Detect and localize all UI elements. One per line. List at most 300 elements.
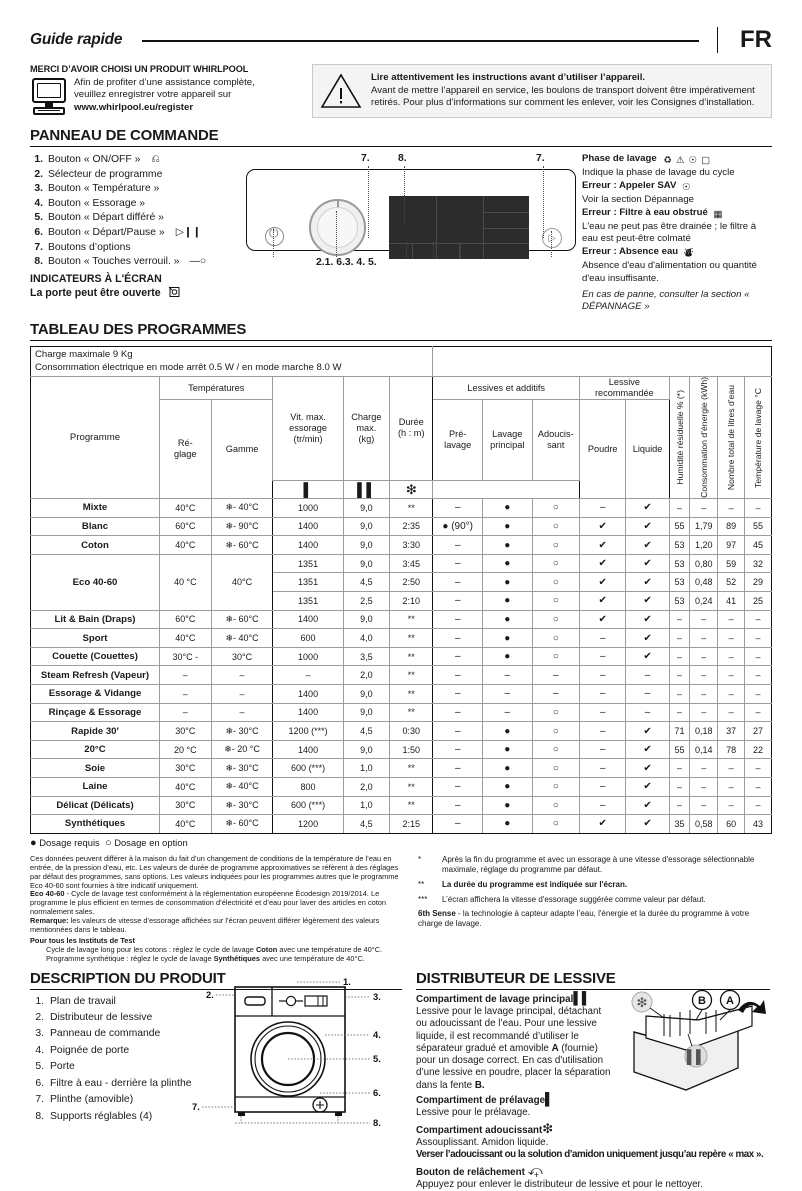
asterisk: *** bbox=[418, 894, 428, 904]
program-spin: 1400 bbox=[273, 610, 343, 629]
program-liquid: ✔ bbox=[626, 759, 669, 778]
program-powder: ✔ bbox=[579, 610, 625, 629]
program-load: 9,0 bbox=[343, 536, 389, 555]
prewash-compartment-title: Compartiment de prélavage bbox=[416, 1095, 546, 1107]
table-row bbox=[31, 629, 772, 648]
control-panel-illustration bbox=[246, 153, 576, 313]
table-row bbox=[31, 647, 772, 666]
asterisk: * bbox=[418, 854, 422, 864]
list-item: 8. Supports réglables (4) bbox=[35, 1110, 153, 1122]
program-wash-temp: 45 bbox=[745, 536, 772, 555]
panel-body bbox=[246, 169, 576, 251]
program-humidity: 55 bbox=[669, 740, 690, 759]
program-liquid: ✔ bbox=[626, 554, 669, 573]
program-liquid: ✔ bbox=[626, 815, 669, 834]
program-load: 1,0 bbox=[343, 759, 389, 778]
program-name: Rapide 30′ bbox=[31, 722, 160, 741]
program-duration: ** bbox=[390, 685, 433, 704]
program-softener: ○ bbox=[532, 517, 579, 536]
asterisk: ** bbox=[418, 879, 425, 889]
program-name: Eco 40-60 bbox=[31, 554, 160, 610]
program-liquid: ✔ bbox=[626, 592, 669, 611]
door-open-icon bbox=[168, 286, 181, 303]
program-energy: 0,80 bbox=[690, 554, 718, 573]
note-remark: Remarque: les valeurs de vitesse d’essorage affichées sur l’écran peuvent différer légèrement des valeurs mentionnées dans le tableau. bbox=[30, 916, 380, 935]
program-wash-temp: – bbox=[745, 629, 772, 648]
program-powder: – bbox=[579, 722, 625, 741]
program-name: Essorage & Vidange bbox=[31, 685, 160, 704]
program-humidity: – bbox=[669, 703, 690, 722]
program-mainwash: ● bbox=[482, 517, 532, 536]
key-lock-icon: —○ bbox=[189, 256, 207, 268]
control-panel-title: PANNEAU DE COMMANDE bbox=[30, 127, 219, 144]
program-humidity: – bbox=[669, 759, 690, 778]
program-energy: – bbox=[690, 685, 718, 704]
program-water: 41 bbox=[718, 592, 745, 611]
header-rule bbox=[142, 40, 699, 42]
drawer-label-a: A bbox=[726, 994, 734, 1007]
program-water: 97 bbox=[718, 536, 745, 555]
bottom-row bbox=[30, 968, 772, 1191]
program-mainwash: ● bbox=[482, 499, 532, 518]
program-name: Délicat (Délicats) bbox=[31, 796, 160, 815]
note-asterisk-1 bbox=[418, 855, 772, 875]
program-spin: 1351 bbox=[273, 554, 343, 573]
door-open-label: La porte peut être ouverte bbox=[30, 287, 161, 300]
table-row bbox=[31, 703, 772, 722]
program-load: 4,5 bbox=[343, 815, 389, 834]
note-text: - la technologie à capteur adapte l’eau, l'énergie et la durée du programme à votre charge de lavage. bbox=[418, 909, 750, 929]
legend-optional: Dosage en option bbox=[114, 836, 188, 848]
program-duration: ** bbox=[390, 778, 433, 797]
program-prewash: – bbox=[433, 666, 483, 685]
program-energy: – bbox=[690, 666, 718, 685]
program-humidity: – bbox=[669, 778, 690, 797]
table-row bbox=[31, 778, 772, 797]
item-number: 4. bbox=[34, 197, 43, 209]
indicator-item bbox=[582, 246, 770, 285]
program-prewash: – bbox=[433, 759, 483, 778]
table-row bbox=[31, 740, 772, 759]
two-bars-badge-icon: ▌▌ bbox=[686, 1048, 706, 1064]
program-energy: 1,20 bbox=[690, 536, 718, 555]
col-wash-temperature: Température de lavage °C bbox=[745, 377, 772, 499]
program-mainwash: – bbox=[482, 666, 532, 685]
program-softener: ○ bbox=[532, 499, 579, 518]
program-temp-range: ❄- 40°C bbox=[211, 778, 273, 797]
one-bar-icon: ▌ bbox=[545, 1092, 554, 1107]
program-humidity: – bbox=[669, 499, 690, 518]
list-item: 2. Distributeur de lessive bbox=[35, 1012, 153, 1024]
troubleshooting-note: En cas de panne, consulter la section « DÉPANNAGE » bbox=[582, 289, 750, 313]
program-powder: ✔ bbox=[579, 536, 625, 555]
program-duration: 1:50 bbox=[390, 740, 433, 759]
table-row bbox=[31, 815, 772, 834]
program-energy: 0,48 bbox=[690, 573, 718, 592]
program-mainwash: ● bbox=[482, 722, 532, 741]
table-row bbox=[31, 796, 772, 815]
program-wash-temp: – bbox=[745, 778, 772, 797]
program-temp-setting: 40°C bbox=[159, 815, 211, 834]
main-wash-symbol: ▌▌ bbox=[343, 480, 389, 499]
page-header bbox=[30, 26, 772, 54]
list-item: 4. Poignée de porte bbox=[35, 1044, 130, 1056]
program-energy: – bbox=[690, 499, 718, 518]
program-spin: 600 (***) bbox=[273, 759, 343, 778]
program-liquid: – bbox=[626, 685, 669, 704]
indicators-title: INDICATEURS À L'ÉCRAN bbox=[30, 272, 162, 285]
program-load: 1,0 bbox=[343, 796, 389, 815]
program-temp-setting: 30°C bbox=[159, 796, 211, 815]
list-item bbox=[30, 241, 240, 256]
program-humidity: 53 bbox=[669, 573, 690, 592]
program-energy: – bbox=[690, 647, 718, 666]
program-name: 20°C bbox=[31, 740, 160, 759]
program-duration: ** bbox=[390, 499, 433, 518]
product-desc-title: DESCRIPTION DU PRODUIT bbox=[30, 969, 226, 987]
table-row bbox=[31, 499, 772, 518]
program-softener: ○ bbox=[532, 759, 579, 778]
program-prewash: – bbox=[433, 592, 483, 611]
callout-7-left: 7. bbox=[361, 153, 370, 164]
program-liquid: ✔ bbox=[626, 499, 669, 518]
program-duration: ** bbox=[390, 796, 433, 815]
program-powder: ✔ bbox=[579, 592, 625, 611]
list-item: 1. Plan de travail bbox=[35, 995, 116, 1007]
table-row bbox=[31, 759, 772, 778]
program-powder: ✔ bbox=[579, 517, 625, 536]
main-compartment-title: Compartiment de lavage principal bbox=[416, 993, 574, 1005]
note-text: L’écran affichera la vitesse d'essorage suggérée comme valeur par défaut. bbox=[442, 894, 706, 904]
programs-rule bbox=[30, 340, 772, 341]
prewash-compartment-text: Lessive pour le prélavage. bbox=[416, 1107, 531, 1119]
no-water-icon: ⛇ bbox=[683, 247, 694, 259]
item-label: Bouton « Essorage » bbox=[48, 197, 146, 209]
program-temp-range: ❄- 60°C bbox=[211, 536, 273, 555]
program-prewash: – bbox=[433, 740, 483, 759]
play-pause-icon: ▷❙❙ bbox=[175, 226, 202, 238]
program-mainwash: ● bbox=[482, 610, 532, 629]
sixth-sense-label: 6th Sense bbox=[418, 909, 456, 919]
thanks-line-2: veuillez enregistrer votre appareil sur bbox=[74, 89, 232, 101]
program-softener: ○ bbox=[532, 647, 579, 666]
program-temp-range: 30°C bbox=[211, 647, 273, 666]
program-temp-range: – bbox=[211, 685, 273, 704]
callout-8: 8. bbox=[398, 153, 407, 164]
program-liquid: ✔ bbox=[626, 647, 669, 666]
notes-left bbox=[30, 855, 402, 964]
program-name: Coton bbox=[31, 536, 160, 555]
program-wash-temp: 25 bbox=[745, 592, 772, 611]
wash-phase-icons: ♻⚠☉▢ bbox=[663, 155, 715, 166]
program-water: 78 bbox=[718, 740, 745, 759]
program-humidity: 53 bbox=[669, 536, 690, 555]
program-prewash: – bbox=[433, 536, 483, 555]
machine-callout-4: 4. bbox=[373, 1028, 381, 1040]
callout-bottom: 2.1. 6.3. 4. 5. bbox=[316, 257, 377, 268]
item-label: Bouton « Départ/Pause » bbox=[48, 226, 165, 238]
program-spin: 1351 bbox=[273, 573, 343, 592]
program-prewash: – bbox=[433, 703, 483, 722]
table-row bbox=[31, 685, 772, 704]
machine-callout-3: 3. bbox=[373, 990, 381, 1002]
program-softener: ○ bbox=[532, 815, 579, 834]
dispenser-title: DISTRIBUTEUR DE LESSIVE bbox=[416, 969, 616, 987]
indicator-text: Absence d'eau d'alimentation ou quantité d'eau insuffisante. bbox=[582, 260, 757, 284]
language-code: FR bbox=[740, 26, 772, 53]
item-number: 7. bbox=[34, 241, 43, 253]
indicator-text: Indique la phase de lavage du cycle bbox=[582, 167, 735, 179]
callout-line bbox=[543, 166, 544, 238]
program-softener: ○ bbox=[532, 703, 579, 722]
program-temp-range: – bbox=[211, 703, 273, 722]
warning-text: Avant de mettre l’appareil en service, les boulons de transport doivent être impérativement retirés. Pour plus d’informations sur comment les enlever, voir les Consignes d’installation. bbox=[371, 84, 755, 109]
program-duration: 2:15 bbox=[390, 815, 433, 834]
program-softener: ○ bbox=[532, 573, 579, 592]
program-humidity: 35 bbox=[669, 815, 690, 834]
program-name: Blanc bbox=[31, 517, 160, 536]
item-label: Boutons d’options bbox=[48, 241, 131, 253]
program-wash-temp: – bbox=[745, 499, 772, 518]
list-item: 3. Panneau de commande bbox=[35, 1028, 161, 1040]
program-temp-range: ❄- 30°C bbox=[211, 722, 273, 741]
program-water: – bbox=[718, 647, 745, 666]
note-text: Après la fin du programme et avec un essorage à une vitesse d'essorage sélectionnable maximale, réglage du programme par défaut. bbox=[442, 854, 755, 874]
program-softener: ○ bbox=[532, 610, 579, 629]
program-load: 4,5 bbox=[343, 722, 389, 741]
thanks-line-1: Afin de profiter d’une assistance complète, bbox=[74, 77, 255, 88]
table-row bbox=[31, 610, 772, 629]
program-wash-temp: 22 bbox=[745, 740, 772, 759]
program-softener: ○ bbox=[532, 740, 579, 759]
program-powder: ✔ bbox=[579, 554, 625, 573]
program-temp-range: ❄- 40°C bbox=[211, 629, 273, 648]
note-institutes-1: Cycle de lavage long pour les cotons : réglez le cycle de lavage Coton avec une température de 40°C. bbox=[46, 944, 383, 954]
program-mainwash: ● bbox=[482, 647, 532, 666]
program-liquid: – bbox=[626, 703, 669, 722]
program-mainwash: ● bbox=[482, 778, 532, 797]
power-button[interactable] bbox=[265, 227, 284, 246]
program-wash-temp: – bbox=[745, 703, 772, 722]
header-tick bbox=[717, 27, 718, 53]
col-temperatures: Températures bbox=[159, 377, 273, 400]
program-name: Sport bbox=[31, 629, 160, 648]
col-energy: Consommation d’énergie (kWh) bbox=[690, 377, 718, 499]
program-wash-temp: – bbox=[745, 666, 772, 685]
indicator-title: Phase de lavage bbox=[582, 153, 657, 164]
program-water: – bbox=[718, 759, 745, 778]
program-temp-setting: 40°C bbox=[159, 629, 211, 648]
program-load: 9,0 bbox=[343, 554, 389, 573]
program-spin: 800 bbox=[273, 778, 343, 797]
program-humidity: 53 bbox=[669, 592, 690, 611]
program-spin: 1000 bbox=[273, 647, 343, 666]
control-panel-rule bbox=[30, 146, 772, 147]
program-prewash: – bbox=[433, 685, 483, 704]
machine-callout-6: 6. bbox=[373, 1086, 381, 1098]
max-load-info: Charge maximale 9 Kg bbox=[35, 349, 133, 361]
program-softener: ○ bbox=[532, 722, 579, 741]
release-button-text: Appuyez pour enlever le distributeur de lessive et pour le nettoyer. bbox=[416, 1178, 703, 1190]
program-softener: ○ bbox=[532, 536, 579, 555]
program-energy: 0,18 bbox=[690, 722, 718, 741]
program-temp-setting: 30°C - bbox=[159, 647, 211, 666]
program-humidity: 71 bbox=[669, 722, 690, 741]
program-temp-range: ❄- 40°C bbox=[211, 499, 273, 518]
program-water: – bbox=[718, 703, 745, 722]
program-selector-knob[interactable] bbox=[309, 199, 366, 256]
indicator-item bbox=[582, 180, 770, 207]
program-liquid: ✔ bbox=[626, 796, 669, 815]
program-spin: 1200 bbox=[273, 815, 343, 834]
program-water: 59 bbox=[718, 554, 745, 573]
col-gamme: Gamme bbox=[211, 400, 273, 499]
col-recommended-detergent: Lessive recommandée bbox=[579, 377, 669, 400]
display-indicator-legend bbox=[582, 153, 770, 313]
program-humidity: – bbox=[669, 666, 690, 685]
softener-max-warning: Verser l’adoucissant ou la solution d’amidon uniquement jusqu’au repère « max ». bbox=[416, 1149, 764, 1161]
program-liquid: ✔ bbox=[626, 517, 669, 536]
program-temp-setting: 40 °C bbox=[159, 554, 211, 610]
prewash-symbol: ▌ bbox=[273, 480, 343, 499]
filter-icon: ▦ bbox=[713, 208, 723, 220]
program-name: Laine bbox=[31, 778, 160, 797]
program-spin: 600 bbox=[273, 629, 343, 648]
program-humidity: – bbox=[669, 685, 690, 704]
program-prewash: – bbox=[433, 778, 483, 797]
program-energy: – bbox=[690, 796, 718, 815]
program-liquid: ✔ bbox=[626, 573, 669, 592]
item-number: 1. bbox=[34, 154, 43, 165]
program-wash-temp: 27 bbox=[745, 722, 772, 741]
flower-icon: ❇ bbox=[636, 994, 648, 1010]
callout-line bbox=[460, 242, 461, 257]
program-name: Synthétiques bbox=[31, 815, 160, 834]
program-temp-setting: 60°C bbox=[159, 517, 211, 536]
thanks-block bbox=[30, 64, 298, 118]
machine-callout-2: 2. bbox=[206, 988, 214, 1000]
machine-callout-7: 7. bbox=[192, 1100, 200, 1112]
program-powder: – bbox=[579, 647, 625, 666]
program-temp-setting: 40°C bbox=[159, 499, 211, 518]
program-duration: ** bbox=[390, 666, 433, 685]
program-mainwash: ● bbox=[482, 759, 532, 778]
program-temp-range: ❄- 60°C bbox=[211, 815, 273, 834]
thanks-title: MERCI D’AVOIR CHOISI UN PRODUIT WHIRLPOOL bbox=[30, 64, 249, 74]
program-powder: – bbox=[579, 703, 625, 722]
program-spin: 1400 bbox=[273, 685, 343, 704]
program-wash-temp: – bbox=[745, 759, 772, 778]
program-temp-range: ❄- 60°C bbox=[211, 610, 273, 629]
program-powder: ✔ bbox=[579, 573, 625, 592]
program-spin: 1351 bbox=[273, 592, 343, 611]
note-asterisk-2 bbox=[418, 880, 772, 890]
program-powder: – bbox=[579, 629, 625, 648]
program-prewash: – bbox=[433, 647, 483, 666]
program-temp-range: ❄- 20 °C bbox=[211, 740, 273, 759]
programs-table bbox=[30, 346, 772, 834]
program-powder: – bbox=[579, 499, 625, 518]
col-liquid: Liquide bbox=[626, 400, 669, 499]
col-programme: Programme bbox=[31, 377, 160, 499]
warning-bold: Lire attentivement les instructions avant d’utiliser l’appareil. bbox=[371, 72, 646, 83]
program-load: 9,0 bbox=[343, 740, 389, 759]
program-humidity: – bbox=[669, 629, 690, 648]
program-liquid: – bbox=[626, 666, 669, 685]
program-mainwash: ● bbox=[482, 592, 532, 611]
computer-register-icon bbox=[30, 77, 68, 117]
program-wash-temp: 55 bbox=[745, 517, 772, 536]
table-legend: ● Dosage requis ○ Dosage en option bbox=[30, 836, 188, 849]
note-eco: Eco 40-60 - Cycle de lavage test conformément à la réglementation européenne Écodesign 2019/2014. Le programme le plus efficient en termes de consommation d’électricité et d’eau pour laver des articles en coton normalement sales. bbox=[30, 889, 387, 917]
note-text: La durée du programme est indiquée sur l'écran. bbox=[442, 879, 628, 889]
program-temp-setting: 40°C bbox=[159, 778, 211, 797]
col-softener: Adoucis- sant bbox=[532, 400, 579, 480]
table-row bbox=[31, 536, 772, 555]
program-prewash: – bbox=[433, 554, 483, 573]
program-energy: – bbox=[690, 778, 718, 797]
table-row bbox=[31, 666, 772, 685]
program-load: 3,5 bbox=[343, 647, 389, 666]
program-softener: ○ bbox=[532, 629, 579, 648]
program-spin: 1400 bbox=[273, 517, 343, 536]
program-humidity: 53 bbox=[669, 554, 690, 573]
washing-machine-illustration bbox=[30, 975, 402, 1165]
program-energy: – bbox=[690, 759, 718, 778]
program-energy: – bbox=[690, 703, 718, 722]
col-detergents: Lessives et additifs bbox=[433, 377, 580, 400]
control-panel-row bbox=[30, 153, 772, 313]
program-prewash: – bbox=[433, 629, 483, 648]
program-powder: – bbox=[579, 796, 625, 815]
program-mainwash: ● bbox=[482, 815, 532, 834]
note-conditions: Ces données peuvent différer à la maison du fait d’un changement de conditions de la température de l’eau en entrée, de la pression d’eau, etc. Les valeurs de durée de programme approximatives se réfèrent à des réglages par défaut des programmes, sans options. Les valeurs indiquées pour les programmes autres que le programme Eco 40-60 sont fournies à titre indicatif uniquement. bbox=[30, 853, 399, 890]
machine-callout-1: 1. bbox=[343, 975, 351, 987]
program-mainwash: ● bbox=[482, 573, 532, 592]
col-spin-speed: Vit. max. essorage (tr/min) bbox=[273, 377, 343, 480]
program-powder: – bbox=[579, 740, 625, 759]
program-load: 2,0 bbox=[343, 778, 389, 797]
indicator-text: L'eau ne peut pas être drainée ; le filtre à eau est peut-être colmaté bbox=[582, 221, 757, 245]
program-spin: 1000 bbox=[273, 499, 343, 518]
program-humidity: – bbox=[669, 647, 690, 666]
col-powder: Poudre bbox=[579, 400, 625, 499]
service-icon: ☉ bbox=[682, 181, 691, 193]
list-item: 6. Filtre à eau - derrière la plinthe bbox=[35, 1077, 192, 1089]
program-prewash: – bbox=[433, 796, 483, 815]
program-duration: 3:30 bbox=[390, 536, 433, 555]
programs-title: TABLEAU DES PROGRAMMES bbox=[30, 321, 247, 339]
start-pause-button[interactable]: ▷ bbox=[542, 228, 562, 248]
program-spin: 1400 bbox=[273, 536, 343, 555]
program-liquid: ✔ bbox=[626, 629, 669, 648]
program-temp-setting: – bbox=[159, 703, 211, 722]
lcd-display bbox=[389, 196, 529, 259]
program-wash-temp: – bbox=[745, 796, 772, 815]
page-title: Guide rapide bbox=[30, 31, 123, 48]
col-residual-humidity: Humidité résiduelle % (*) bbox=[669, 377, 690, 499]
program-wash-temp: 29 bbox=[745, 573, 772, 592]
program-powder: – bbox=[579, 666, 625, 685]
program-liquid: ✔ bbox=[626, 610, 669, 629]
item-number: 6. bbox=[34, 226, 43, 238]
program-name: Lit & Bain (Draps) bbox=[31, 610, 160, 629]
program-duration: 0:30 bbox=[390, 722, 433, 741]
register-url[interactable]: www.whirlpool.eu/register bbox=[74, 101, 194, 113]
program-wash-temp: – bbox=[745, 685, 772, 704]
program-duration: ** bbox=[390, 647, 433, 666]
program-load: 9,0 bbox=[343, 685, 389, 704]
